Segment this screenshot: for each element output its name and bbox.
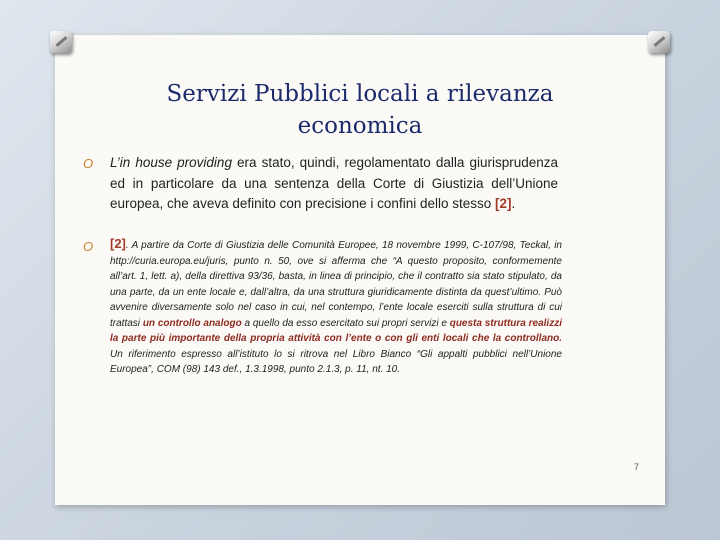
footnote-ref: [2] <box>110 236 126 251</box>
slide-title <box>110 78 610 142</box>
in-house-term: L’in house providing <box>110 155 232 170</box>
footnote-ref: [2] <box>495 196 512 211</box>
footnote-text <box>110 236 562 378</box>
title-line-1: Servizi Pubblici locali a rilevanza <box>166 81 554 107</box>
highlight-struttura: questa struttura realizzi la parte più importante della propria attività con l’ente o con gli enti locali che la controllano. <box>110 317 562 344</box>
highlight-controllo-analogo: un controllo analogo <box>142 317 242 329</box>
footnote-part-3: Un riferimento espresso all’istituto lo si ritrova nel Libro Bianco “Gli appalti pubblici nell’Unione Europea”, COM (98) 143 def., 1.3.1998, punto 2.1.3, p. 11, nt. 10. <box>110 348 562 375</box>
title-line-2: economica <box>297 113 423 139</box>
pushpin-icon <box>50 31 72 53</box>
bullet-icon: O <box>83 239 94 254</box>
footnote-part-2: a quello da esso esercitato sui propri servizi e <box>241 317 450 329</box>
bullet-icon: O <box>83 156 94 171</box>
footnote-part-1: . A partire da Corte di Giustizia delle Comunità Europee, 18 novembre 1999, C-107/98, Teckal, in http://curia.europa.eu/juris, punto n. 50, ove si afferma che “A questo proposito, conformemente all’art. 1, lett. a), della direttiva 93/36, basta, in linea di principio, che il contratto sia stato stipulato, da una parte, da un ente locale e, dall’altra, da una struttura giuridicamente distinta da quest’ultimo. Può avvenire diversamente solo nel caso in cui, nel contempo, l’ente locale eserciti sulla struttura di cui trattasi <box>110 240 562 329</box>
page-number: 7 <box>634 462 640 472</box>
bullet-1-text <box>110 153 558 215</box>
bullet-1-body: era stato, quindi, regolamentato dalla giurisprudenza ed in particolare da una sentenza della Corte di Giustizia dell’Unione europea, che aveva definito con precisione i confini dello stesso <box>110 155 558 211</box>
pushpin-icon <box>648 31 670 53</box>
bullet-1-end: . <box>511 196 516 211</box>
